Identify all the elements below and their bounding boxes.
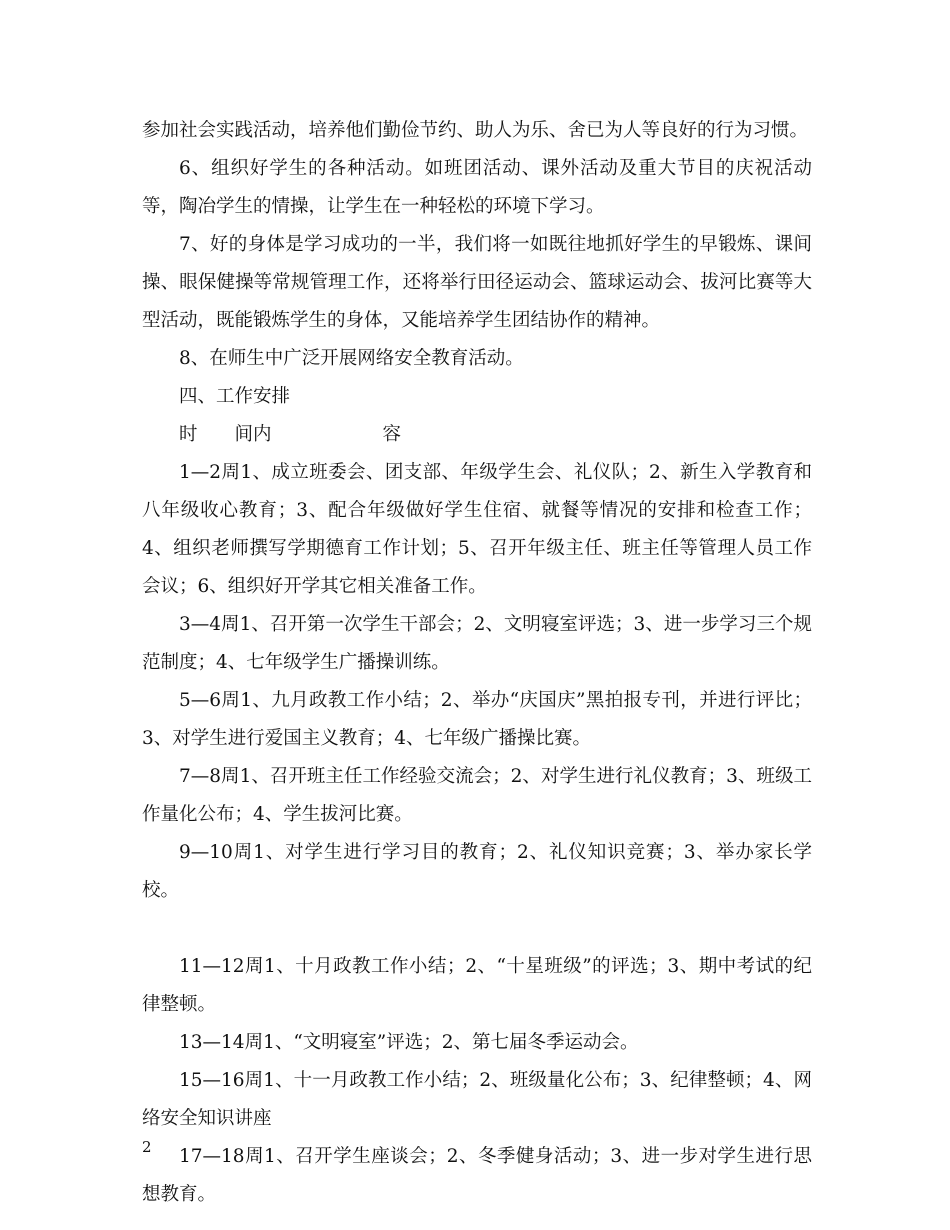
paragraph-item-6: 6、组织好学生的各种活动。如班团活动、课外活动及重大节目的庆祝活动等，陶冶学生的情操，让学生在一种轻松的环境下学习。 [142, 158, 812, 217]
schedule-header: 时 间内 容 [179, 424, 402, 445]
schedule-weeks-17-18: 17—18周1、召开学生座谈会；2、冬季健身活动；3、进一步对学生进行思想教育。 [142, 1146, 812, 1205]
schedule-weeks-9-10: 9—10周1、对学生进行学习目的教育；2、礼仪知识竞赛；3、举办家长学校。 [142, 842, 812, 901]
schedule-weeks-5-6: 5—6周1、九月政教工作小结；2、举办“庆国庆”黑拍报专刊，并进行评比；3、对学生进行爱国主义教育；4、七年级广播操比赛。 [142, 690, 812, 749]
schedule-weeks-13-14: 13—14周1、“文明寝室”评选；2、第七届冬季运动会。 [179, 1032, 639, 1053]
paragraph-item-8: 8、在师生中广泛开展网络安全教育活动。 [179, 348, 524, 369]
schedule-weeks-3-4: 3—4周1、召开第一次学生干部会；2、文明寝室评选；3、进一步学习三个规范制度；4、七年级学生广播操训练。 [142, 614, 812, 673]
page-number: 2 [142, 1138, 152, 1156]
section-heading-work-arrangement: 四、工作安排 [179, 386, 291, 407]
paragraph-item-7: 7、好的身体是学习成功的一半，我们将一如既往地抓好学生的早锻炼、课间操、眼保健操等常规管理工作，还将举行田径运动会、篮球运动会、拔河比赛等大型活动，既能锻炼学生的身体，又能培养学生团结协作的精神。 [142, 234, 812, 331]
schedule-weeks-7-8: 7—8周1、召开班主任工作经验交流会；2、对学生进行礼仪教育；3、班级工作量化公布；4、学生拔河比赛。 [142, 766, 812, 825]
schedule-weeks-11-12: 11—12周1、十月政教工作小结；2、“十星班级”的评选；3、期中考试的纪律整顿。 [142, 956, 812, 1015]
paragraph-continuation: 参加社会实践活动，培养他们勤俭节约、助人为乐、舍已为人等良好的行为习惯。 [142, 120, 809, 141]
schedule-weeks-1-2: 1—2周1、成立班委会、团支部、年级学生会、礼仪队；2、新生入学教育和八年级收心教育；3、配合年级做好学生住宿、就餐等情况的安排和检查工作；4、组织老师撰写学期德育工作计划；5、召开年级主任、班主任等管理人员工作会议；6、组织好开学其它相关准备工作。 [142, 462, 812, 597]
schedule-weeks-15-16: 15—16周1、十一月政教工作小结；2、班级量化公布；3、纪律整顿；4、网络安全知识讲座 [142, 1070, 812, 1129]
blank-line [142, 910, 812, 948]
document-body [142, 112, 812, 1214]
